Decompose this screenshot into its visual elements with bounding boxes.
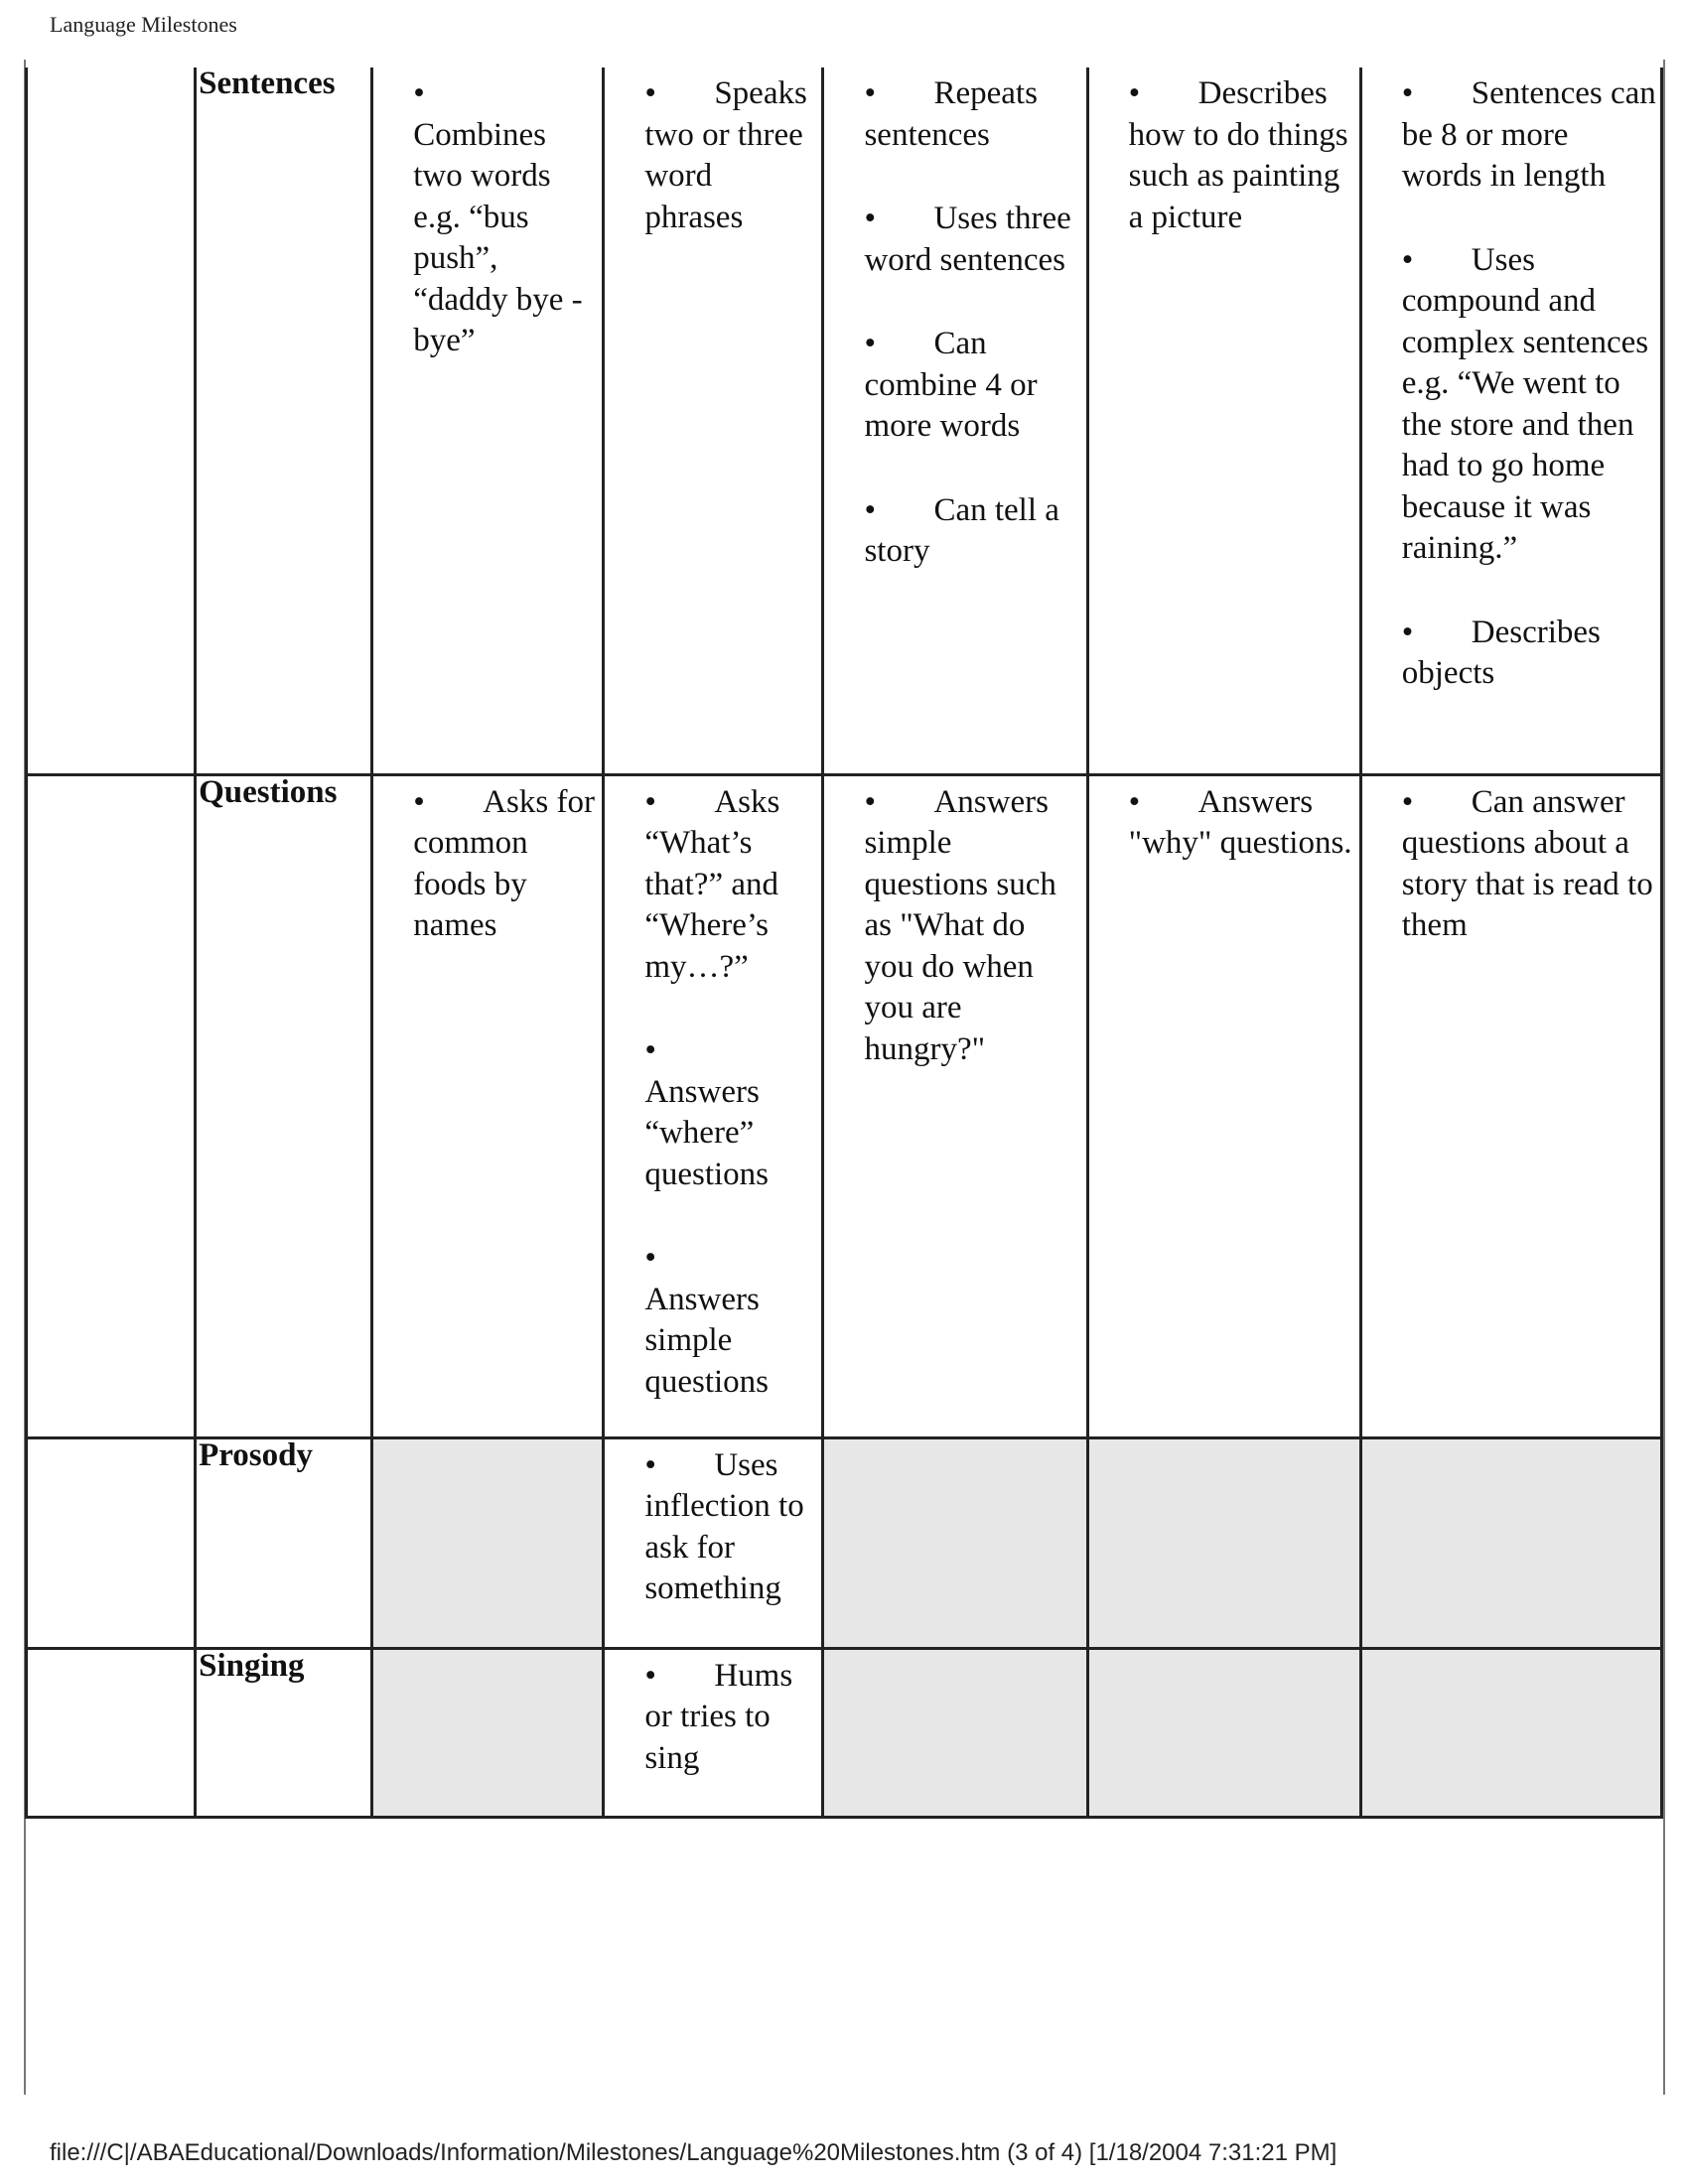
bullet-icon: • (864, 783, 877, 820)
milestone-cell (604, 68, 823, 774)
milestone-list (644, 782, 817, 1404)
table-row-prosody (27, 1437, 1662, 1648)
milestone-text: Speaks two or three word phrases (644, 75, 807, 235)
milestone-item (644, 1656, 817, 1780)
milestone-text: Hums or tries to sing (644, 1657, 793, 1776)
empty-shaded-cell (1360, 1437, 1661, 1648)
milestone-text: Answers “where” questions (644, 1073, 769, 1192)
bullet-icon: • (1401, 614, 1414, 650)
bullet-icon: • (644, 1657, 656, 1694)
milestone-list (864, 782, 1081, 1071)
table-row-sentences (27, 68, 1662, 774)
milestone-list (1402, 73, 1656, 695)
milestone-text: Describes how to do things such as painting a picture (1128, 75, 1348, 235)
bullet-icon: • (644, 1240, 656, 1276)
blank-cell (27, 774, 196, 1437)
milestone-text: Describes objects (1401, 614, 1601, 691)
milestones-table (25, 68, 1663, 1819)
milestone-cell (604, 1648, 823, 1817)
empty-shaded-cell (1087, 1437, 1360, 1648)
milestone-cell (1360, 774, 1661, 1437)
milestone-cell (1087, 774, 1360, 1437)
milestone-item (644, 1030, 817, 1195)
bullet-icon: • (1128, 783, 1141, 820)
milestone-text: Answers "why" questions. (1128, 783, 1352, 861)
row-label-cell (196, 68, 372, 774)
bullet-icon: • (413, 75, 425, 111)
milestone-item (864, 73, 1081, 156)
milestone-list (413, 782, 598, 947)
milestone-item (644, 1445, 817, 1610)
page-header-title: Language Milestones (50, 12, 237, 37)
empty-shaded-cell (1087, 1648, 1360, 1817)
blank-cell (27, 1437, 196, 1648)
empty-shaded-cell (372, 1437, 604, 1648)
row-label: Questions (199, 773, 338, 810)
empty-shaded-cell (1360, 1648, 1661, 1817)
page-footer-url: file:///C|/ABAEducational/Downloads/Information/Milestones/Language%20Milestones.htm (3 of 4) [1/18/2004 7:31:21 PM] (50, 2139, 1337, 2166)
milestone-item (1129, 782, 1355, 865)
milestone-text: Can tell a story (864, 491, 1059, 569)
bullet-icon: • (1401, 783, 1414, 820)
milestone-cell (604, 774, 823, 1437)
row-label: Singing (199, 1647, 305, 1684)
bullet-icon: • (644, 783, 656, 820)
row-label-cell (196, 1648, 372, 1817)
milestone-cell (1087, 68, 1360, 774)
empty-shaded-cell (823, 1648, 1087, 1817)
milestone-list (864, 73, 1081, 573)
milestone-text: Answers simple questions (644, 1281, 769, 1400)
table-row-questions (27, 774, 1662, 1437)
milestone-cell (823, 774, 1087, 1437)
bullet-icon: • (1401, 75, 1414, 111)
milestone-item (864, 199, 1081, 281)
milestone-item (1402, 613, 1656, 695)
row-label: Prosody (199, 1436, 313, 1473)
milestone-text: Uses inflection to ask for something (644, 1446, 804, 1606)
blank-cell (27, 68, 196, 774)
milestone-cell (372, 774, 604, 1437)
milestone-text: Combines two words e.g. “bus push”, “daddy bye - bye” (413, 116, 583, 358)
milestone-cell (1360, 68, 1661, 774)
milestone-item (864, 324, 1081, 448)
empty-shaded-cell (823, 1437, 1087, 1648)
milestone-item (1402, 73, 1656, 198)
milestone-list (1402, 782, 1656, 947)
milestone-cell (823, 68, 1087, 774)
milestone-text: Asks for common foods by names (413, 783, 595, 943)
bullet-icon: • (864, 201, 877, 236)
milestone-list (644, 73, 817, 238)
milestone-list (413, 73, 598, 362)
table-row-singing (27, 1648, 1662, 1817)
bullet-icon: • (864, 75, 877, 111)
milestone-text: Can combine 4 or more words (864, 326, 1038, 444)
milestone-item (1402, 240, 1656, 570)
milestone-item (864, 490, 1081, 573)
page-frame-right-line (1663, 60, 1665, 2095)
milestone-item (864, 782, 1081, 1071)
bullet-icon: • (644, 1032, 656, 1068)
bullet-icon: • (864, 491, 877, 528)
milestone-item (1129, 73, 1355, 238)
milestone-item (644, 1238, 817, 1403)
milestone-list (1129, 73, 1355, 238)
empty-shaded-cell (372, 1648, 604, 1817)
milestone-list (1129, 782, 1355, 865)
bullet-icon: • (413, 783, 425, 820)
milestone-cell (372, 68, 604, 774)
blank-cell (27, 1648, 196, 1817)
milestone-text: Sentences can be 8 or more words in length (1401, 75, 1656, 194)
milestone-item (413, 73, 598, 362)
row-label-cell (196, 774, 372, 1437)
milestone-text: Uses three word sentences (864, 201, 1071, 278)
row-label: Sentences (199, 66, 336, 101)
milestone-item (644, 73, 817, 238)
bullet-icon: • (644, 1446, 656, 1483)
milestone-cell (604, 1437, 823, 1648)
bullet-icon: • (644, 75, 656, 111)
milestone-item (1402, 782, 1656, 947)
milestone-text: Uses compound and complex sentences e.g. “We went to the store and then had to go home because it was raining.” (1401, 241, 1649, 566)
bullet-icon: • (864, 326, 877, 361)
bullet-icon: • (1128, 75, 1141, 111)
milestone-list (644, 1656, 817, 1780)
milestone-item (413, 782, 598, 947)
milestone-text: Repeats sentences (864, 75, 1038, 153)
milestone-text: Can answer questions about a story that is read to them (1401, 783, 1653, 943)
milestone-item (644, 782, 817, 989)
bullet-icon: • (1401, 241, 1414, 278)
milestone-list (644, 1445, 817, 1610)
row-label-cell (196, 1437, 372, 1648)
milestone-text: Asks “What’s that?” and “Where’s my…?” (644, 783, 780, 985)
milestone-text: Answers simple questions such as "What do you do when you are hungry?" (864, 783, 1056, 1067)
